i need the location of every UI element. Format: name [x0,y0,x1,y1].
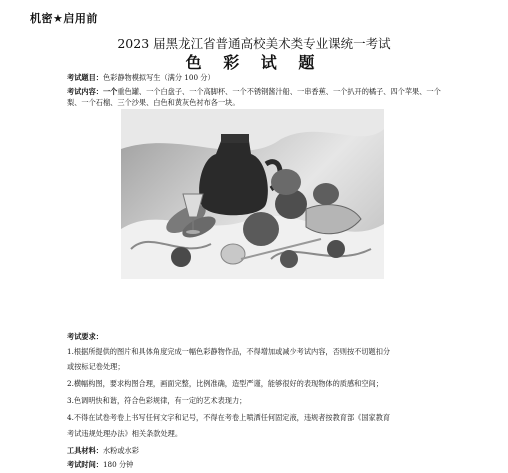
tools-row [67,445,442,456]
content-lead: 一个 [102,87,118,96]
requirement-line: 3.色调明快和谐，符合色彩规律，有一定的艺术表现力； [67,396,247,405]
topic-value: 色彩静物模拟写生（满分 100 分） [102,73,215,82]
crabapple-1 [171,247,191,267]
requirements-heading: 考试要求： [67,332,103,341]
content-row [67,86,442,108]
content-value: 重色罐、一个白盘子、一个高脚杯、一个不锈钢酱汁船、一串香蕉、一个扒开的橘子、四个苹果、一个梨、一个石榴、三个沙果、白色和黄灰色衬布各一块。 [67,87,441,107]
time-value: 180 分钟 [102,460,134,469]
pomegranate [313,183,339,205]
jar-neck [221,134,249,143]
dark-jar [199,141,268,215]
requirement-line: 或按标记卷处理； [67,362,125,371]
goblet-base [186,230,200,234]
topic-label: 考试题目： [67,73,103,82]
apple-2 [271,169,301,195]
requirement-line: 2.横幅构图，要求构图合理，画面完整，比例准确，造型严谨，能够很好的表现物体的质感和空间； [67,379,383,388]
confidential-label: 机密★启用前 [30,12,98,25]
sauce-boat [306,205,361,234]
tools-label: 工具材料： [67,446,103,455]
peeled-orange [221,244,245,264]
crabapple-3 [327,240,345,258]
requirement-line: 考试违规处理办法》相关条款处理。 [67,429,183,438]
requirement-line: 1.根据所提供的图片和具体角度完成一幅色彩静物作品，不得增加或减少考试内容，否则按不切题扣分 [67,347,391,356]
topic-row [67,72,442,83]
exam-title: 2023 届黑龙江省普通高校美术类专业课统一考试 [117,36,391,51]
time-row [67,459,442,470]
pear [243,212,279,246]
still-life-photo [121,109,384,279]
still-life-illustration [121,109,384,279]
exam-subtitle: 色 彩 试 题 [185,53,323,72]
requirement-line: 4.不得在试卷考卷上书写任何文字和记号，不得在考卷上喷洒任何固定液，违规者按教育部《国家教育 [67,413,391,422]
drape-top [121,109,384,151]
time-label: 考试时间： [67,460,103,469]
content-label: 考试内容： [67,87,103,96]
crabapple-2 [280,250,298,268]
tools-value: 水粉或水彩 [102,446,139,455]
